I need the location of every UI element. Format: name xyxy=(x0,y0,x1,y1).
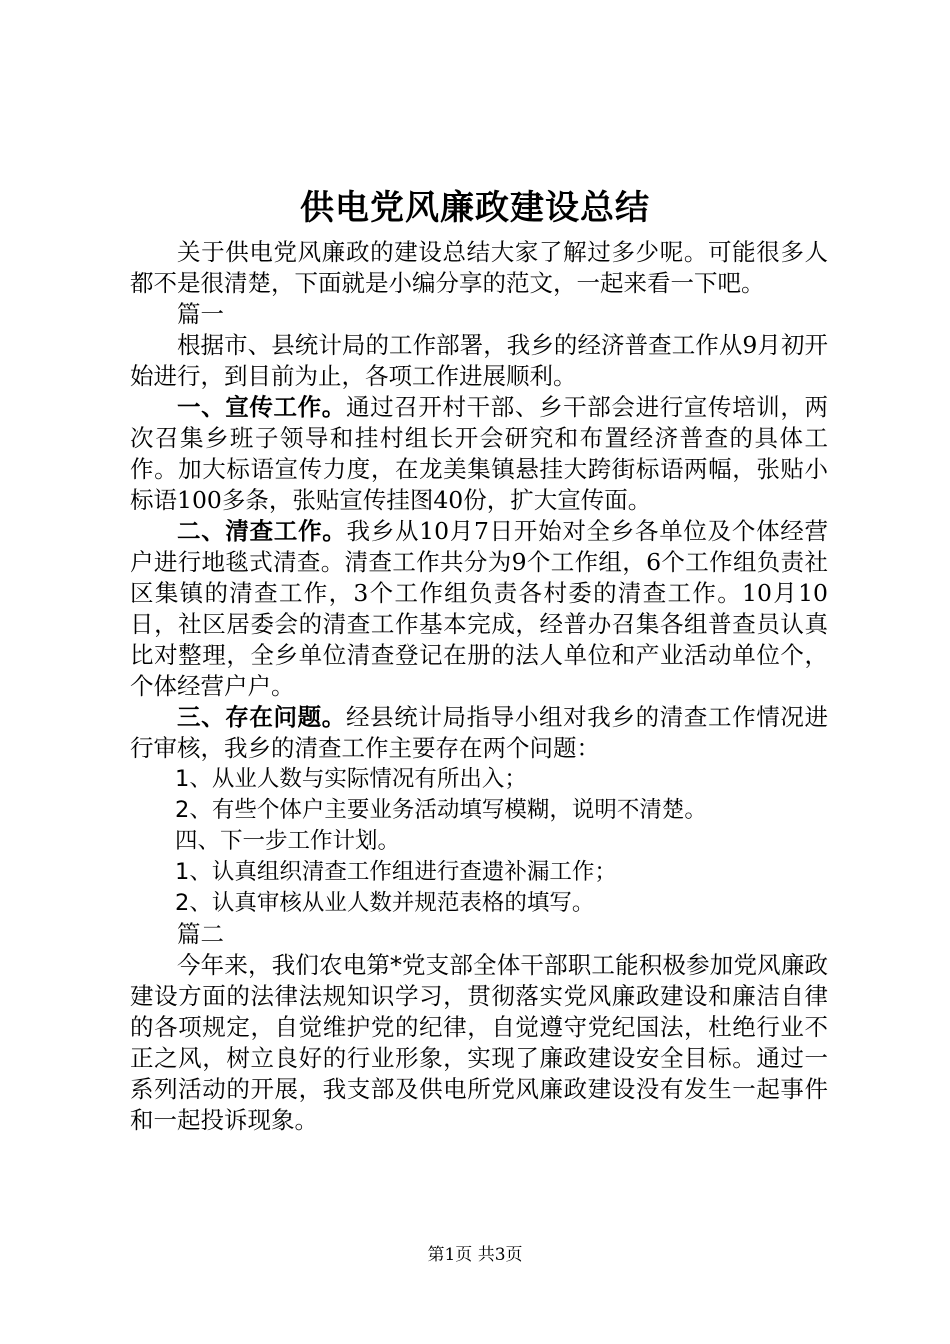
part2-paragraph: 今年来，我们农电第*党支部全体干部职工能积极参加党风廉政建设方面的法律法规知识学习，贯彻落实党风廉政建设和廉洁自律的各项规定，自觉维护党的纪律，自觉遵守党纪国法，杜绝行业不正之风，树立良好的行业形象，实现了廉政建设安全目标。通过一系列活动的开展，我支部及供电所党风廉政建设没有发生一起事件和一起投诉现象。 xyxy=(130,951,828,1134)
section2-heading: 二、清查工作。 xyxy=(177,517,347,545)
part1-opening-paragraph: 根据市、县统计局的工作部署，我乡的经济普查工作从9月初开始进行，到目前为止，各项工作进展顺利。 xyxy=(130,331,828,390)
section3-text: 经县统计局指导小组对我乡的清查工作情况进行审核，我乡的清查工作主要存在两个问题： xyxy=(130,703,829,762)
section1-paragraph xyxy=(130,392,828,516)
problem-item-1: 1、从业人数与实际情况有所出入； xyxy=(175,766,527,792)
section2-text: 我乡从10月7日开始对全乡各单位及个体经营户进行地毯式清查。清查工作共分为9个工作组，6个工作组负责社区集镇的清查工作，3个工作组负责各村委的清查工作。10月10日，社区居委会的清查工作基本完成，经普办召集各组普查员认真比对整理，全乡单位清查登记在册的法人单位和产业活动单位个，个体经营户户。 xyxy=(130,517,829,700)
plan-item-1: 1、认真组织清查工作组进行查遗补漏工作； xyxy=(175,859,617,885)
section3-paragraph xyxy=(130,702,828,764)
page-title: 供电党风廉政建设总结 xyxy=(300,188,650,228)
section4-heading: 四、下一步工作计划。 xyxy=(175,828,401,854)
section1-heading: 一、宣传工作。 xyxy=(177,393,346,421)
page-footer: 第1页 共3页 xyxy=(427,1245,523,1265)
document-body xyxy=(130,237,828,1136)
plan-item-2: 2、认真审核从业人数并规范表格的填写。 xyxy=(175,890,595,916)
section1-text: 通过召开村干部、乡干部会进行宣传培训，两次召集乡班子领导和挂村组长开会研究和布置经济普查的具体工作。加大标语宣传力度，在龙美集镇悬挂大跨街标语两幅，张贴小标语100多条，张贴宣传挂图40份，扩大宣传面。 xyxy=(130,393,829,514)
part1-heading: 篇一 xyxy=(177,300,224,328)
intro-paragraph: 关于供电党风廉政的建设总结大家了解过多少呢。可能很多人都不是很清楚，下面就是小编分享的范文，一起来看一下吧。 xyxy=(130,238,828,297)
problem-item-2: 2、有些个体户主要业务活动填写模糊，说明不清楚。 xyxy=(175,797,707,823)
part2-heading: 篇二 xyxy=(177,920,224,948)
section2-paragraph xyxy=(130,516,828,702)
section3-heading: 三、存在问题。 xyxy=(177,703,346,731)
